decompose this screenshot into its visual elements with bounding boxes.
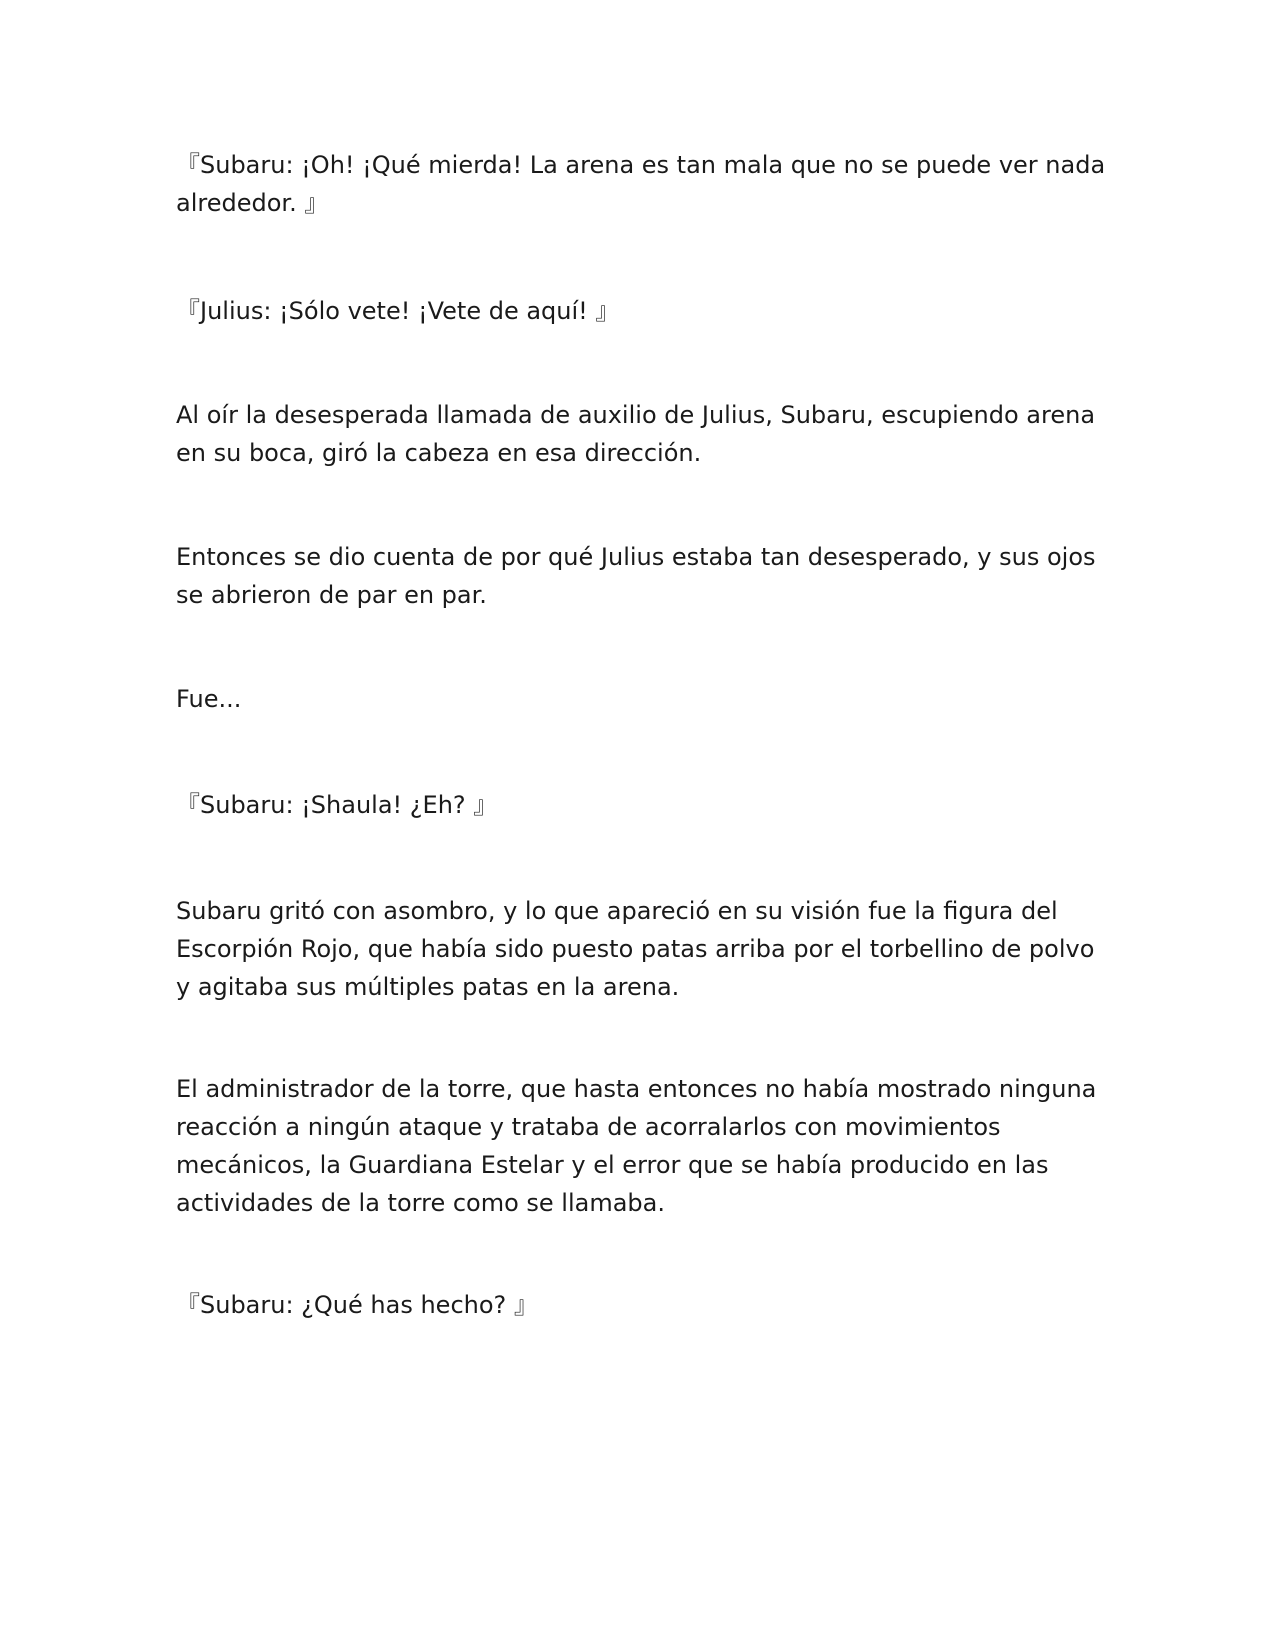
text-line: actividades de la torre como se llamaba.: [176, 1189, 665, 1217]
text-line: El administrador de la torre, que hasta entonces no había mostrado ninguna: [176, 1075, 1097, 1103]
text-line: reacción a ningún ataque y trataba de acorralarlos con movimientos: [176, 1113, 1001, 1141]
paragraph-narration-1: [176, 396, 1096, 472]
text-line: 『Subaru: ¡Shaula! ¿Eh? 』: [176, 791, 498, 819]
paragraph-narration-3: [176, 680, 1096, 718]
text-line: 『Julius: ¡Sólo vete! ¡Vete de aquí! 』: [176, 297, 620, 325]
paragraph-narration-5: [176, 1070, 1096, 1222]
text-line: Escorpión Rojo, que había sido puesto patas arriba por el torbellino de polvo: [176, 935, 1095, 963]
text-line: 『Subaru: ¿Qué has hecho? 』: [176, 1291, 538, 1319]
text-line: Subaru gritó con asombro, y lo que apareció en su visión fue la figura del: [176, 897, 1058, 925]
text-line: 『Subaru: ¡Oh! ¡Qué mierda! La arena es tan mala que no se puede ver nada: [176, 151, 1106, 179]
paragraph-subaru-dialogue-2: [176, 786, 1096, 824]
text-line: alrededor. 』: [176, 189, 329, 217]
paragraph-subaru-dialogue-1: [176, 146, 1106, 222]
text-line: en su boca, giró la cabeza en esa dirección.: [176, 439, 702, 467]
text-line: Entonces se dio cuenta de por qué Julius estaba tan desesperado, y sus ojos: [176, 543, 1096, 571]
text-line: mecánicos, la Guardiana Estelar y el error que se había producido en las: [176, 1151, 1049, 1179]
text-line: y agitaba sus múltiples patas en la arena.: [176, 973, 680, 1001]
text-line: Al oír la desesperada llamada de auxilio de Julius, Subaru, escupiendo arena: [176, 401, 1096, 429]
paragraph-subaru-dialogue-3: [176, 1286, 1096, 1324]
paragraph-narration-4: [176, 892, 1096, 1006]
paragraph-narration-2: [176, 538, 1096, 614]
paragraph-julius-dialogue: [176, 292, 1096, 330]
text-line: Fue...: [176, 685, 242, 713]
text-line: se abrieron de par en par.: [176, 581, 487, 609]
